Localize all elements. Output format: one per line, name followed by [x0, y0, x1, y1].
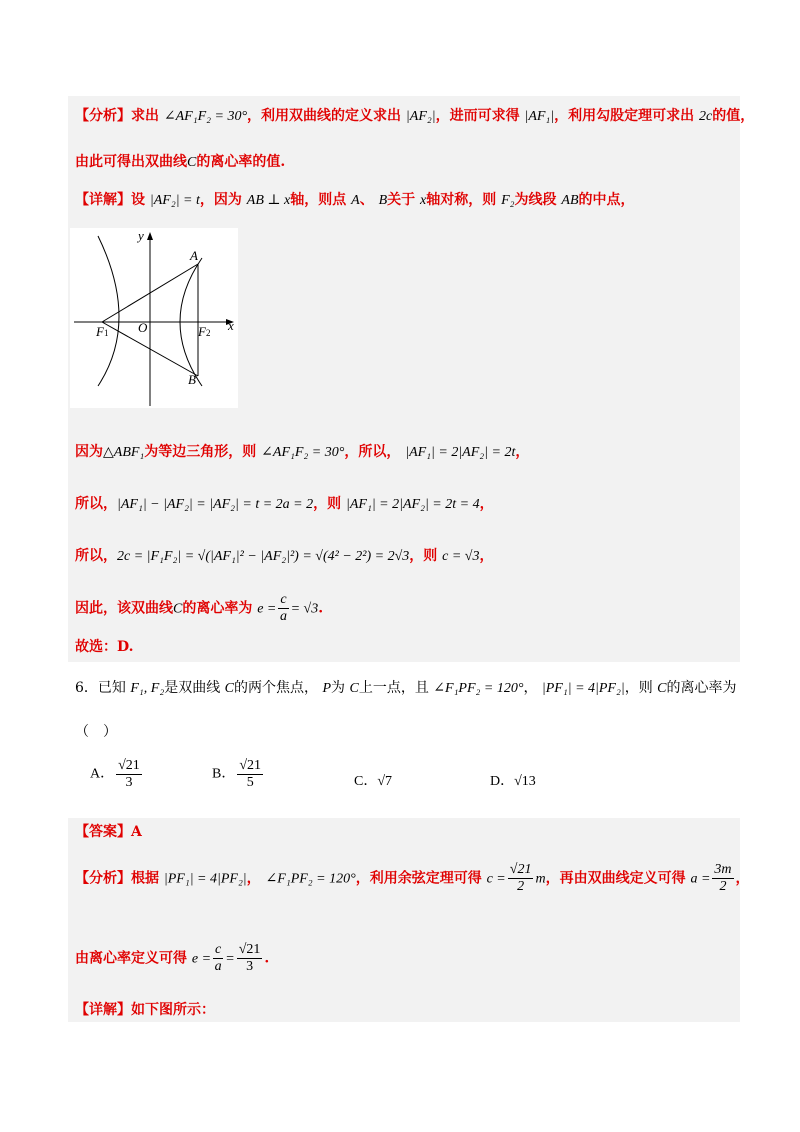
solution-6-background [68, 818, 740, 1022]
analysis-line-2: 由此可得出双曲线C的离心率的值. [75, 154, 286, 170]
detail-line-1: 【详解】设 |AF₂| = t，因为 AB ⊥ x轴，则点 A、 B关于 x轴对称，则 F₂为线段 AB的中点， [75, 192, 635, 208]
detail-line-5: 所以，2c = |F₁F₂| = √(|AF₁|² − |AF₂|²) = √(4² − 2²) = 2√3，则 c = √3， [75, 548, 494, 564]
y-axis-arrow-icon [147, 232, 153, 240]
analysis-6-line-1: 【分析】根据 |PF₁| = 4|PF₂|， ∠F₁PF₂ = 120°，利用余弦定理可得 c = $\frac{√21}{2}$ m，再由双曲线定义可得 a = $\frac{3m}{2}$ ， [75, 862, 750, 894]
option-c[interactable]: C．√7 [354, 774, 393, 789]
detail-line-6: 因此，该双曲线C的离心率为 e = $\frac{c}{a}$ = √3. [75, 592, 324, 624]
question-number: 6． [75, 680, 98, 696]
label-o: O [138, 320, 148, 335]
math-af1: |AF₁| [524, 109, 555, 124]
label-y: y [138, 228, 144, 243]
option-b[interactable]: B． $\frac{√21}{5}$ [212, 758, 262, 790]
detail-6-line: 【详解】如下图所示： [75, 1002, 215, 1018]
math-angle: ∠AF₁F₂ = 30° [163, 109, 248, 124]
label-a: A [190, 248, 198, 263]
label-x: x [228, 318, 234, 333]
detail-label: 【详解】 [75, 192, 131, 208]
math-2c: 2c [699, 109, 713, 124]
detail-line-3: 因为△ABF₁为等边三角形，则 ∠AF₁F₂ = 30°，所以， |AF₁| = 2|AF₂| = 2t， [75, 444, 530, 460]
analysis-label: 【分析】 [75, 108, 131, 124]
option-d[interactable]: D．√13 [490, 774, 536, 789]
option-a[interactable]: A． $\frac{√21}{3}$ [90, 758, 140, 790]
analysis-line-1: 【分析】求出 ∠AF₁F₂ = 30°，利用双曲线的定义求出 |AF₂|，进而可求得 |AF₁|，利用勾股定理可求出 2c的值， [75, 108, 755, 124]
hyperbola-figure [70, 228, 238, 408]
math-af2: |AF₂| [405, 109, 436, 124]
analysis-6-line-2: 由离心率定义可得 e = $\frac{c}{a}$ = $\frac{√21}{3}$ . [75, 942, 270, 974]
question-6-line-1: 6．已知 F₁, F₂是双曲线 C的两个焦点， P为 C上一点，且 ∠F₁PF₂ = 120°， |PF₁| = 4|PF₂|，则 C的离心率为 [75, 680, 737, 696]
label-b: B [188, 372, 196, 387]
fraction-c-over-a: $\frac{c}{a}$ [280, 592, 287, 624]
answer-label: 【答案】 [75, 824, 131, 840]
math-c: C [187, 155, 197, 170]
answer-line: 【答案】A [75, 824, 142, 840]
left-branch [98, 236, 119, 386]
answer-choice-line: 故选：D. [75, 639, 134, 655]
hyperbola-diagram [70, 228, 238, 408]
question-6-paren: （ ） [75, 724, 117, 740]
detail-line-4: 所以，|AF₁| − |AF₂| = |AF₂| = t = 2a = 2，则 |AF₁| = 2|AF₂| = 2t = 4， [75, 496, 494, 512]
label-f2: F2 [198, 324, 211, 339]
label-f1: F1 [96, 324, 109, 339]
